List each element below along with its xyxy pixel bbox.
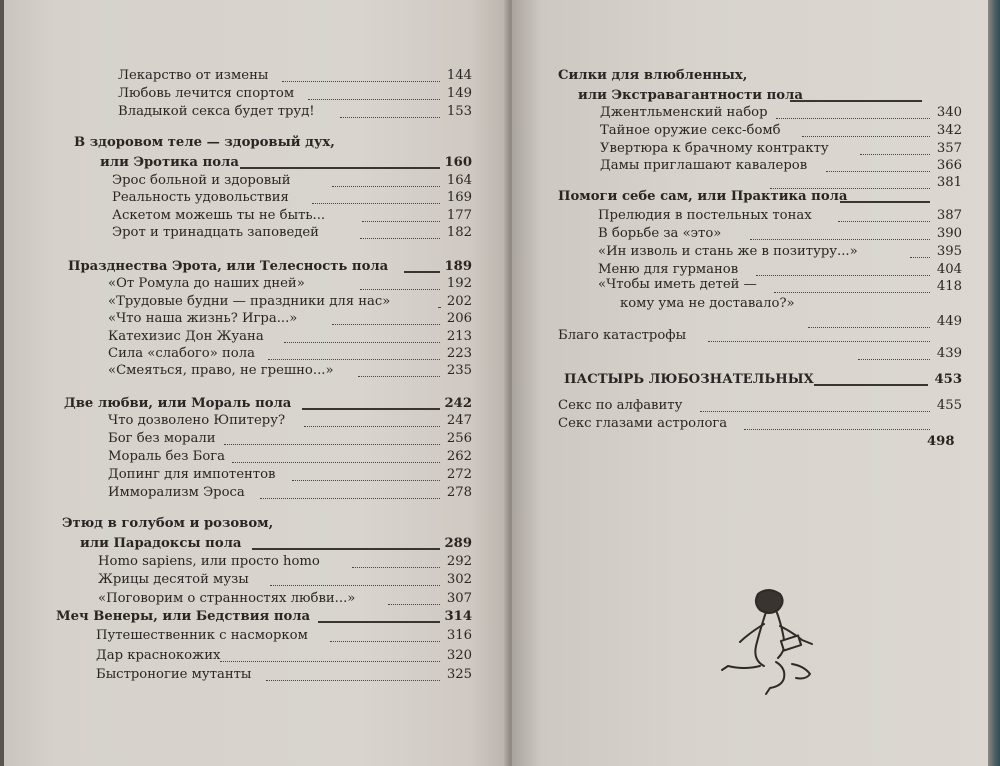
toc-title: Имморализм Эроса <box>108 485 245 500</box>
toc-leader <box>860 154 930 155</box>
toc-page: 325 <box>446 667 472 682</box>
toc-section-entry <box>80 534 472 554</box>
toc-section-entry <box>100 153 472 173</box>
toc-leader <box>240 167 440 169</box>
toc-page: 223 <box>446 346 472 361</box>
toc-entry <box>98 589 472 609</box>
toc-leader <box>700 411 930 412</box>
toc-leader <box>790 100 922 102</box>
toc-title: Секс глазами астролога <box>558 416 728 431</box>
toc-page: 307 <box>446 591 472 606</box>
toc-title: В борьбе за «это» <box>598 226 722 241</box>
toc-title: или Парадоксы пола <box>80 536 242 551</box>
toc-title: Допинг для импотентов <box>108 467 276 482</box>
toc-section-entry <box>558 187 938 207</box>
toc-leader <box>332 186 440 187</box>
toc-entry <box>118 66 472 86</box>
toc-leader <box>318 621 440 623</box>
toc-page: 192 <box>446 276 472 291</box>
toc-page: 153 <box>446 104 472 119</box>
toc-title: Быстроногие мутанты <box>96 667 252 682</box>
toc-page: 256 <box>446 431 472 446</box>
toc-title: Любовь лечится спортом <box>118 86 295 101</box>
toc-entry <box>598 206 962 226</box>
toc-page: 235 <box>446 363 472 378</box>
toc-title: Секс по алфавиту <box>558 398 683 413</box>
toc-entry <box>558 326 938 346</box>
toc-page: 342 <box>936 123 962 138</box>
toc-leader <box>358 376 440 377</box>
toc-leader <box>270 585 440 586</box>
toc-leader <box>756 275 930 276</box>
toc-leader <box>360 238 440 239</box>
toc-title: Что дозволено Юпитеру? <box>108 413 286 428</box>
toc-entry <box>108 274 472 294</box>
toc-title: Джентльменский набор <box>600 105 768 120</box>
toc-leader <box>268 359 440 360</box>
toc-title: или Экстравагантности пола <box>578 88 803 103</box>
toc-leader <box>220 661 440 662</box>
toc-page: 182 <box>446 225 472 240</box>
toc-page: 357 <box>936 141 962 156</box>
toc-title: «Что наша жизнь? Игра...» <box>108 311 298 326</box>
toc-leader <box>284 342 440 343</box>
toc-entry <box>112 188 472 208</box>
toc-leader <box>252 548 440 550</box>
toc-title: Катехизис Дон Жуана <box>108 329 264 344</box>
toc-page: 202 <box>446 294 472 309</box>
toc-page: 320 <box>446 648 472 663</box>
toc-page: 144 <box>446 68 472 83</box>
toc-leader <box>282 81 440 82</box>
toc-page: 418 <box>936 279 962 294</box>
toc-leader <box>308 99 440 100</box>
toc-title: «Трудовые будни — праздники для нас» <box>108 294 391 309</box>
toc-page: 439 <box>936 346 962 361</box>
toc-page: 498 <box>927 434 955 449</box>
toc-title: Две любви, или Мораль пола <box>64 396 292 411</box>
toc-entry <box>558 414 962 434</box>
toc-title: Жрицы десятой музы <box>98 572 249 587</box>
toc-leader <box>814 384 928 386</box>
toc-title: Меч Венеры, или Бедствия пола <box>56 609 311 624</box>
toc-title: Эрот и тринадцать заповедей <box>112 225 319 240</box>
toc-title: Дамы приглашают кавалеров <box>600 158 808 173</box>
toc-page: 189 <box>444 259 472 274</box>
toc-page: 404 <box>936 262 962 277</box>
toc-page: 316 <box>446 628 472 643</box>
toc-entry <box>108 447 472 467</box>
toc-entry <box>598 224 962 244</box>
toc-page: 169 <box>446 190 472 205</box>
toc-leader <box>330 641 440 642</box>
toc-page: 242 <box>444 396 472 411</box>
toc-leader <box>304 426 440 427</box>
toc-title: Homo sapiens, или просто homo <box>98 554 320 569</box>
right-page <box>512 0 990 766</box>
toc-entry <box>108 411 472 431</box>
toc-title: Бог без морали <box>108 431 216 446</box>
toc-leader <box>362 221 440 222</box>
toc-section-entry <box>564 370 962 390</box>
toc-entry <box>598 242 962 262</box>
toc-leader <box>708 341 930 342</box>
toc-page: 453 <box>934 372 962 387</box>
toc-leader <box>838 221 930 222</box>
toc-entry <box>558 344 962 364</box>
toc-section-title-line1: Этюд в голубом и розовом, <box>62 516 274 531</box>
toc-title: Прелюдия в постельных тонах <box>598 208 812 223</box>
toc-page: 272 <box>446 467 472 482</box>
toc-page: 289 <box>444 536 472 551</box>
toc-title: или Эротика пола <box>100 155 239 170</box>
toc-leader <box>312 203 440 204</box>
toc-leader <box>404 271 440 273</box>
toc-entry <box>108 429 472 449</box>
toc-title: «Поговорим о странностях любви...» <box>98 591 356 606</box>
toc-title: Благо катастрофы <box>558 328 687 343</box>
toc-entry <box>600 121 962 141</box>
toc-title: «От Ромула до наших дней» <box>108 276 305 291</box>
toc-entry-line2: кому ума не доставало?» <box>620 296 795 311</box>
toc-entry <box>118 84 472 104</box>
toc-leader <box>266 680 440 681</box>
toc-leader <box>340 117 440 118</box>
toc-page: 164 <box>446 173 472 188</box>
toc-page: 177 <box>446 208 472 223</box>
toc-page: 449 <box>936 314 962 329</box>
toc-leader <box>260 498 440 499</box>
toc-title: Владыкой секса будет труд! <box>118 104 315 119</box>
toc-entry <box>108 465 472 485</box>
toc-entry <box>108 483 472 503</box>
toc-title: Помоги себе сам, или Практика пола <box>558 189 848 204</box>
toc-entry <box>118 102 472 122</box>
toc-title: ПАСТЫРЬ ЛЮБОЗНАТЕЛЬНЫХ <box>564 372 814 387</box>
toc-page: 160 <box>444 155 472 170</box>
toc-leader <box>232 462 440 463</box>
toc-entry <box>600 103 962 123</box>
toc-leader <box>292 480 440 481</box>
toc-leader <box>224 444 440 445</box>
toc-entry <box>108 309 472 329</box>
toc-title: Меню для гурманов <box>598 262 739 277</box>
toc-title: Увертюра к брачному контракту <box>600 141 829 156</box>
toc-page: 206 <box>446 311 472 326</box>
toc-title: Празднества Эрота, или Телесность пола <box>68 259 389 274</box>
toc-leader <box>388 604 440 605</box>
toc-leader <box>858 359 930 360</box>
toc-entry <box>96 626 472 646</box>
toc-page: 390 <box>936 226 962 241</box>
toc-page: 247 <box>446 413 472 428</box>
toc-leader <box>840 201 930 203</box>
toc-leader <box>774 292 930 293</box>
toc-title: Дар краснокожих <box>96 648 221 663</box>
toc-leader <box>438 307 440 308</box>
toc-leader <box>802 136 930 137</box>
toc-entry <box>98 552 472 572</box>
toc-page: 387 <box>936 208 962 223</box>
toc-title: Сила «слабого» пола <box>108 346 255 361</box>
toc-title: Тайное оружие секс-бомб <box>600 123 781 138</box>
toc-title: Лекарство от измены <box>118 68 269 83</box>
toc-page: 366 <box>936 158 962 173</box>
toc-leader <box>910 257 930 258</box>
toc-leader <box>302 408 440 410</box>
toc-page: 395 <box>936 244 962 259</box>
toc-leader <box>360 289 440 290</box>
toc-page: 292 <box>446 554 472 569</box>
toc-title: Мораль без Бога <box>108 449 226 464</box>
toc-leader <box>750 239 930 240</box>
toc-entry <box>108 361 472 381</box>
toc-page: 149 <box>446 86 472 101</box>
toc-title: Реальность удовольствия <box>112 190 289 205</box>
toc-entry <box>96 646 472 666</box>
toc-entry <box>96 665 472 685</box>
toc-entry <box>112 223 472 243</box>
toc-page: 278 <box>446 485 472 500</box>
toc-title: Аскетом можешь ты не быть... <box>112 208 326 223</box>
toc-page: 314 <box>444 609 472 624</box>
toc-section-title-line1: В здоровом теле — здоровый дух, <box>74 135 335 150</box>
toc-section-title-line1: Силки для влюбленных, <box>558 68 748 83</box>
toc-entry-line1: «Чтобы иметь детей — <box>598 277 757 292</box>
toc-page: 381 <box>936 175 962 190</box>
toc-title: «Смеяться, право, не грешно...» <box>108 363 334 378</box>
toc-title: Путешественник с насморком <box>96 628 308 643</box>
seated-child-drawing-icon <box>718 580 818 700</box>
toc-page: 262 <box>446 449 472 464</box>
toc-page: 455 <box>936 398 962 413</box>
toc-entry <box>558 396 962 416</box>
toc-title: Эрос больной и здоровый <box>112 173 291 188</box>
toc-leader <box>826 171 930 172</box>
toc-leader <box>776 118 930 119</box>
toc-leader <box>332 324 440 325</box>
toc-leader <box>352 567 440 568</box>
toc-leader <box>744 429 930 430</box>
toc-page: 340 <box>936 105 962 120</box>
toc-entry <box>98 570 472 590</box>
left-page <box>4 0 510 766</box>
toc-page: 302 <box>446 572 472 587</box>
book-cover-edge <box>988 0 1000 766</box>
toc-title: «Ин изволь и стань же в позитуру...» <box>598 244 858 259</box>
toc-section-entry <box>56 607 472 627</box>
toc-page: 213 <box>446 329 472 344</box>
